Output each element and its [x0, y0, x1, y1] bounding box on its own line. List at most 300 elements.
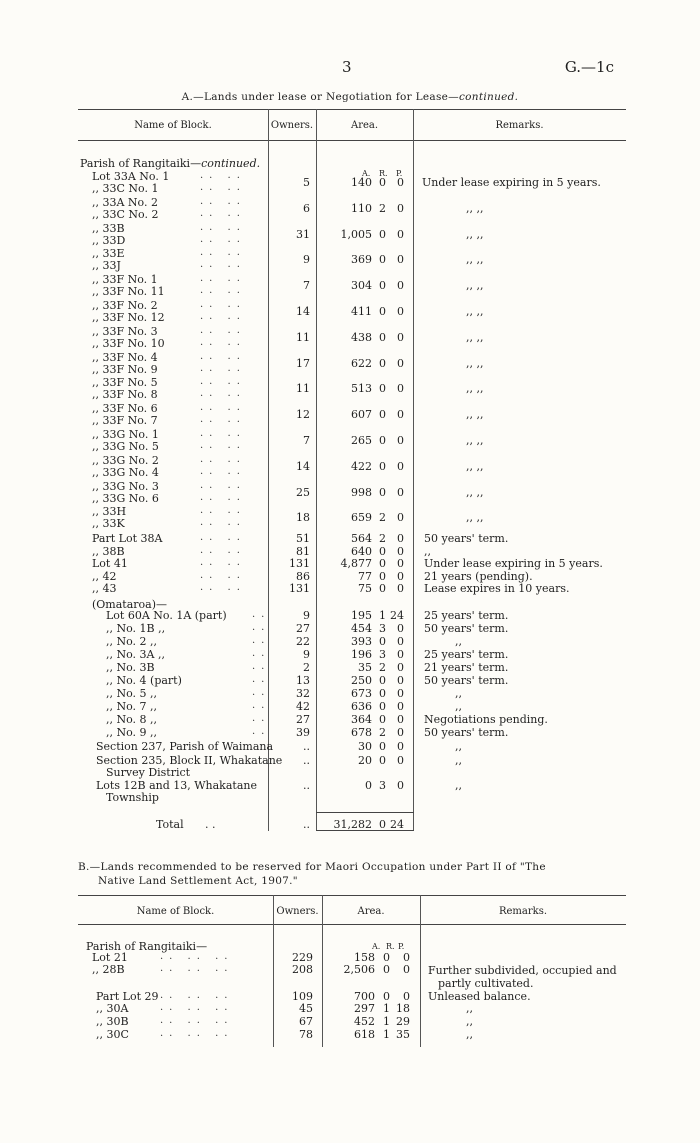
cell-block-name: ,, 33F No. 2	[92, 299, 158, 312]
leader-dots: ..	[252, 635, 271, 646]
cell-area-acres: 393	[351, 635, 372, 648]
cell-area-perches: 0	[403, 951, 410, 964]
cell-remark: 50 years' term.	[424, 674, 509, 687]
leader-dots: .. ..	[200, 453, 246, 465]
cell-block-name: ,, No. 3A ,,	[106, 648, 165, 661]
cell-block-name: ,, 33F No. 5	[92, 376, 158, 390]
cell-area-roods: 0	[379, 434, 386, 447]
page-number: 3	[342, 58, 352, 76]
cell-block-name: ,, 33G No. 5	[92, 440, 159, 453]
cell-block-name: ,, 30B	[96, 1015, 129, 1028]
cell-remark: 25 years' term.	[424, 648, 509, 661]
cell-block-name: ,, 33A No. 2	[92, 195, 158, 209]
leader-dots: .. ..	[200, 311, 246, 322]
cell-area-perches: 0	[397, 544, 404, 558]
cell-block-name: ,, 33F No. 3	[92, 324, 158, 338]
cell-area-roods: 0	[379, 356, 386, 370]
cell-owners: 32	[296, 687, 310, 700]
cell-remark: 25 years' term.	[424, 609, 509, 622]
cell-area-perches: 0	[397, 754, 404, 767]
leader-dots: .. ..	[200, 388, 246, 400]
total-rule	[316, 812, 414, 813]
cell-area-roods: 1	[383, 1002, 390, 1015]
cell-block-name: ,, 33J	[92, 259, 121, 273]
cell-area-roods: 0	[379, 408, 386, 422]
cell-area-perches: 0	[397, 557, 404, 571]
cell-owners: 45	[299, 1002, 313, 1015]
cell-block-name: ,, 33F No. 12	[92, 311, 165, 324]
cell-block-name: Lot 60A No. 1A (part)	[106, 609, 227, 622]
cell-area-roods: 0	[383, 990, 390, 1003]
cell-block-name: (Omataroa)—	[92, 598, 168, 611]
cell-area-acres: 30	[358, 740, 372, 753]
cell-area-roods: 0	[379, 700, 386, 713]
cell-area-perches: 0	[397, 511, 404, 525]
cell-remark: ,,	[466, 1028, 473, 1041]
table-a-top-rule	[78, 109, 626, 110]
cell-area-roods: 3	[379, 779, 386, 792]
cell-remark: 50 years' term.	[424, 622, 509, 635]
cell-block-name: ,, 33F No. 11	[92, 285, 165, 299]
cell-area-roods: 0	[379, 330, 386, 344]
leader-dots: .. ..	[200, 491, 246, 503]
cell-area-perches: 0	[397, 227, 404, 241]
cell-area-perches: 0	[397, 532, 404, 545]
cell-area-roods: 0	[379, 582, 386, 596]
cell-block-name: ,, 33F No. 10	[92, 336, 165, 350]
cell-remark: ,, ,,	[466, 279, 484, 293]
section-b-title: B.—Lands recommended to be reserved for Maori Occupation under Part II of "The Native Land Settlement Act, 1907."	[78, 861, 546, 887]
cell-area-roods: 0	[379, 569, 386, 583]
cell-area-acres: 369	[351, 253, 372, 267]
cell-block-name: ,, No. 2 ,,	[106, 635, 158, 648]
cell-area-perches: 0	[397, 713, 404, 726]
cell-area-roods: 0	[383, 963, 390, 976]
col-header-area: Area.	[350, 120, 379, 131]
cell-area-perches: 0	[397, 674, 404, 687]
leader-dots: ..	[252, 674, 271, 685]
cell-owners: 39	[296, 726, 310, 739]
cell-remark: 21 years' term.	[424, 661, 509, 674]
cell-owners: 11	[296, 382, 310, 396]
cell-owners: 131	[289, 582, 310, 596]
cell-remark: 50 years' term.	[424, 532, 509, 545]
cell-owners: 22	[296, 635, 310, 648]
cell-area-perches: 0	[397, 279, 404, 293]
cell-remark: Lease expires in 10 years.	[424, 582, 570, 596]
cell-area-acres: 297	[354, 1002, 375, 1015]
cell-block-name: ,, No. 5 ,,	[106, 687, 158, 700]
cell-remark: Under lease expiring in 5 years.	[424, 557, 603, 571]
cell-area-roods: 0	[379, 382, 386, 396]
cell-area-perches: 24	[390, 818, 404, 831]
cell-owners: 2	[303, 661, 310, 674]
cell-area-roods: 0	[383, 951, 390, 964]
cell-owners: 86	[296, 569, 310, 583]
cell-area-acres: 4,877	[340, 557, 372, 571]
cell-block-name: ,, No. 1B ,,	[106, 622, 166, 635]
cell-block-name: ,, 33F No. 4	[92, 350, 158, 364]
cell-owners: 27	[296, 622, 310, 635]
leader-dots: .. .. ..	[160, 990, 234, 1001]
cell-block-name: Lots 12B and 13, Whakatane	[96, 779, 257, 792]
leader-dots: ..	[252, 726, 271, 737]
cell-remark: ,, ,,	[466, 356, 484, 370]
cell-block-name: ,, No. 8 ,,	[106, 713, 158, 726]
cell-remark: Negotiations pending.	[424, 713, 548, 726]
cell-area-perches: 0	[397, 382, 404, 396]
cell-area-roods: 0	[379, 557, 386, 571]
leader-dots: .. ..	[200, 221, 246, 233]
cell-remark: ,, ,,	[466, 408, 484, 422]
cell-area-acres: 422	[351, 459, 372, 473]
table-b-col-divider	[420, 895, 421, 1047]
table-b-top-rule	[78, 895, 626, 896]
cell-remark: partly cultivated.	[438, 977, 534, 990]
cell-owners: 25	[296, 485, 310, 499]
cell-area-acres: 454	[351, 622, 372, 635]
leader-dots: .. ..	[200, 544, 246, 556]
cell-area-acres: 265	[351, 434, 372, 447]
col-header-name: Name of Block.	[134, 120, 212, 131]
cell-area-acres: 622	[351, 356, 372, 370]
leader-dots: .. ..	[200, 402, 246, 414]
cell-block-name: ,, 33K	[92, 517, 125, 531]
cell-area-acres: 0	[365, 779, 372, 792]
cell-area-roods: 0	[379, 544, 386, 558]
leader-dots: .. ..	[200, 569, 246, 581]
cell-owners: 51	[296, 532, 310, 545]
leader-dots: .. .. ..	[160, 1002, 234, 1013]
cell-area-roods: 0	[379, 754, 386, 767]
cell-area-perches: 0	[397, 700, 404, 713]
cell-remark: ,, ,,	[466, 511, 484, 525]
leader-dots: ..	[252, 661, 271, 672]
leader-dots: .. ..	[200, 440, 246, 451]
cell-block-name: ,, 42	[92, 569, 117, 583]
cell-area-acres: 364	[351, 713, 372, 726]
cell-remark: Under lease expiring in 5 years.	[422, 176, 601, 189]
cell-owners: 9	[303, 609, 310, 622]
cell-block-name: ,, 33D	[92, 233, 126, 247]
cell-area-roods: 0	[379, 305, 386, 318]
leader-dots: .. ..	[200, 465, 246, 477]
cell-owners: 14	[296, 459, 310, 473]
cell-block-name: ,, 33C No. 2	[92, 207, 159, 221]
total-label: Total	[156, 818, 184, 831]
cell-remark: ,, ,,	[466, 227, 484, 241]
cell-area-acres: 31,282	[333, 818, 372, 831]
col-header-remarks: Remarks.	[495, 120, 544, 131]
leader-dots: ..	[252, 609, 271, 620]
cell-area-roods: 0	[379, 253, 386, 267]
cell-area-perches: 0	[397, 635, 404, 648]
cell-area-acres: 678	[351, 726, 372, 739]
cell-owners: 11	[296, 330, 310, 344]
cell-area-roods: 3	[379, 622, 386, 635]
leader-dots: .. ..	[200, 259, 246, 271]
leader-dots: .. ..	[200, 582, 246, 594]
leader-dots: .. ..	[200, 233, 246, 245]
cell-block-name: ,, 33G No. 6	[92, 491, 159, 505]
cell-area-acres: 304	[351, 279, 372, 293]
cell-area-roods: 0	[379, 740, 386, 753]
cell-block-name: Survey District	[106, 766, 191, 779]
table-b-col-divider	[322, 895, 323, 1047]
cell-remark: ,, ,,	[466, 201, 484, 215]
cell-block-name: Section 237, Parish of Waimana	[96, 740, 274, 753]
area-unit-r: R.	[379, 169, 388, 178]
cell-block-name: ,, 33F No. 8	[92, 388, 158, 402]
cell-owners: 9	[303, 648, 310, 661]
area-unit-p: P.	[398, 942, 405, 951]
table-a-header-rule	[78, 140, 626, 141]
cell-area-perches: 0	[397, 201, 404, 215]
cell-area-perches: 0	[397, 485, 404, 499]
cell-area-perches: 0	[397, 408, 404, 422]
cell-block-name: ,, 33C No. 1	[92, 182, 159, 195]
leader-dots: .. .. ..	[160, 963, 234, 974]
cell-owners: 42	[296, 700, 310, 713]
cell-block-name: ,, 33B	[92, 221, 125, 235]
cell-area-roods: 2	[379, 726, 386, 739]
parish-heading: Parish of Rangitaiki—	[86, 940, 208, 953]
cell-block-name: ,, 43	[92, 582, 117, 596]
cell-block-name: ,, No. 4 (part)	[106, 674, 182, 687]
cell-area-roods: 3	[379, 648, 386, 661]
leader-dots: .. ..	[200, 182, 246, 193]
cell-block-name: Township	[106, 791, 159, 804]
cell-area-roods: 1	[379, 609, 386, 622]
cell-area-acres: 564	[351, 532, 372, 545]
cell-area-perches: 0	[397, 330, 404, 344]
cell-remark: Unleased balance.	[428, 990, 531, 1003]
cell-area-roods: 0	[379, 485, 386, 499]
cell-area-perches: 24	[390, 609, 404, 622]
leader-dots: .. ..	[200, 557, 246, 569]
cell-area-perches: 0	[397, 661, 404, 674]
cell-remark: 50 years' term.	[424, 726, 509, 739]
cell-area-perches: 0	[397, 740, 404, 753]
cell-area-acres: 700	[354, 990, 375, 1003]
cell-owners: 7	[303, 434, 310, 447]
cell-block-name: Lot 21	[92, 951, 128, 964]
cell-remark: ,,	[455, 700, 462, 713]
table-b-header-rule	[78, 924, 626, 925]
cell-owners: 109	[292, 990, 313, 1003]
cell-block-name: ,, 33F No. 7	[92, 414, 158, 428]
cell-area-acres: 158	[354, 951, 375, 964]
cell-area-perches: 0	[397, 622, 404, 635]
cell-area-perches: 29	[396, 1015, 410, 1028]
leader-dots: .. ..	[200, 247, 246, 259]
cell-remark: ,,	[455, 635, 462, 648]
cell-block-name: Part Lot 38A	[92, 532, 163, 545]
cell-area-acres: 140	[351, 176, 372, 189]
cell-area-roods: 2	[379, 532, 386, 545]
cell-area-perches: 0	[397, 434, 404, 447]
cell-block-name: ,, No. 3B	[106, 661, 155, 674]
cell-area-acres: 77	[358, 569, 372, 583]
cell-area-roods: 0	[379, 279, 386, 293]
cell-remark: ,, ,,	[466, 382, 484, 396]
col-header-name: Name of Block.	[136, 906, 215, 917]
cell-owners: 7	[303, 279, 310, 293]
table-a-col-divider	[316, 109, 317, 831]
cell-owners: 27	[296, 713, 310, 726]
leader-dots: .. ..	[200, 195, 246, 207]
cell-area-roods: 1	[383, 1028, 390, 1041]
cell-owners: ..	[303, 818, 310, 831]
cell-remark: ,, ,,	[466, 459, 484, 473]
cell-block-name: ,, 33G No. 3	[92, 479, 159, 493]
cell-area-acres: 2,506	[343, 963, 375, 976]
cell-area-perches: 35	[396, 1028, 410, 1041]
cell-remark: ,,	[455, 740, 462, 753]
cell-owners: 18	[296, 511, 310, 525]
leader-dots: .. ..	[200, 336, 246, 348]
col-header-area: Area.	[357, 906, 385, 917]
cell-area-roods: 0	[379, 818, 386, 831]
leader-dots: .. .. ..	[160, 1028, 234, 1039]
cell-area-roods: 0	[379, 713, 386, 726]
cell-area-acres: 998	[351, 485, 372, 499]
cell-area-acres: 75	[358, 582, 372, 596]
area-unit-r: R.	[386, 942, 395, 951]
leader-dots: ..	[252, 700, 271, 711]
cell-remark: ,, ,,	[466, 253, 484, 267]
cell-remark: ,,	[466, 1002, 473, 1015]
leader-dots: .. ..	[200, 324, 246, 336]
cell-area-acres: 250	[351, 674, 372, 687]
cell-remark: ,,	[455, 687, 462, 700]
cell-area-roods: 0	[379, 635, 386, 648]
area-unit-a: A.	[362, 169, 371, 178]
cell-area-acres: 659	[351, 511, 372, 525]
col-header-owners: Owners.	[276, 906, 319, 917]
col-header-remarks: Remarks.	[498, 906, 548, 917]
cell-area-perches: 0	[403, 963, 410, 976]
cell-remark: ,,	[424, 544, 431, 558]
cell-area-acres: 195	[351, 609, 372, 622]
cell-area-acres: 640	[351, 544, 372, 558]
cell-area-perches: 0	[403, 990, 410, 1003]
cell-owners: 14	[296, 305, 310, 318]
leader-dots: .. ..	[200, 207, 246, 219]
cell-owners: 31	[296, 227, 310, 241]
cell-block-name: ,, 33E	[92, 247, 125, 261]
cell-area-roods: 2	[379, 661, 386, 674]
cell-remark: ,, ,,	[466, 434, 484, 447]
cell-owners: 81	[296, 544, 310, 558]
cell-owners: 13	[296, 674, 310, 687]
cell-block-name: ,, 33G No. 4	[92, 465, 159, 479]
cell-owners: 208	[292, 963, 313, 976]
area-unit-a: A.	[372, 942, 381, 951]
cell-area-perches: 0	[397, 569, 404, 583]
cell-area-roods: 0	[379, 227, 386, 241]
cell-owners: 5	[303, 176, 310, 189]
cell-area-roods: 0	[379, 176, 386, 189]
leader-dots: .. ..	[200, 299, 246, 310]
cell-area-perches: 0	[397, 176, 404, 189]
leader-dots: .. ..	[200, 479, 246, 491]
cell-area-perches: 0	[397, 459, 404, 473]
cell-owners: 229	[292, 951, 313, 964]
cell-owners: ..	[303, 754, 310, 767]
cell-block-name: ,, 33G No. 2	[92, 453, 159, 467]
cell-block-name: ,, 33H	[92, 505, 127, 519]
leader-dots: .. ..	[200, 376, 246, 388]
cell-owners: 17	[296, 356, 310, 370]
leader-dots: .. ..	[200, 350, 246, 362]
cell-area-perches: 0	[397, 305, 404, 318]
leader-dots: ..	[252, 713, 271, 724]
cell-block-name: Section 235, Block II, Whakatane	[96, 754, 283, 767]
cell-owners: 131	[289, 557, 310, 571]
cell-remark: ,, ,,	[466, 330, 484, 344]
cell-area-acres: 438	[351, 330, 372, 344]
cell-area-perches: 0	[397, 253, 404, 267]
table-a-col-divider	[413, 109, 414, 831]
cell-area-acres: 636	[351, 700, 372, 713]
leader-dots: .. ..	[200, 532, 246, 543]
cell-owners: 6	[303, 201, 310, 215]
cell-owners: ..	[303, 779, 310, 792]
col-header-owners: Owners.	[270, 120, 314, 131]
cell-area-perches: 0	[397, 582, 404, 596]
section-a-title: A.—Lands under lease or Negotiation for Lease—continued.	[181, 91, 519, 103]
cell-area-perches: 0	[397, 648, 404, 661]
cell-block-name: Lot 41	[92, 557, 128, 571]
cell-owners: 12	[296, 408, 310, 422]
cell-remark: ,, ,,	[466, 485, 484, 499]
cell-block-name: ,, 33F No. 6	[92, 402, 158, 416]
cell-area-roods: 2	[379, 511, 386, 525]
leader-dots: .. ..	[200, 505, 246, 517]
leader-dots: .. ..	[200, 273, 246, 285]
cell-area-acres: 452	[354, 1015, 375, 1028]
cell-owners: 67	[299, 1015, 313, 1028]
cell-area-perches: 0	[397, 687, 404, 700]
cell-block-name: Part Lot 29	[96, 990, 159, 1003]
leader-dots: ..	[252, 648, 271, 659]
cell-owners: 78	[299, 1028, 313, 1041]
cell-area-acres: 411	[351, 305, 372, 318]
cell-area-roods: 0	[379, 459, 386, 473]
cell-area-perches: 0	[397, 779, 404, 792]
cell-remark: ,,	[455, 779, 462, 792]
cell-block-name: ,, 33F No. 1	[92, 273, 158, 287]
cell-area-acres: 513	[351, 382, 372, 396]
total-dots: . .	[205, 818, 216, 831]
leader-dots: ..	[252, 687, 271, 698]
cell-remark: Further subdivided, occupied and	[428, 964, 617, 977]
cell-area-acres: 618	[354, 1028, 375, 1041]
cell-area-acres: 35	[358, 661, 372, 674]
cell-area-acres: 1,005	[340, 227, 372, 241]
document-reference: G.—1c	[564, 58, 614, 76]
cell-owners: ..	[303, 740, 310, 753]
cell-block-name: Lot 33A No. 1	[92, 170, 170, 183]
cell-area-acres: 607	[351, 408, 372, 422]
parish-heading: Parish of Rangitaiki—continued.	[80, 157, 261, 170]
leader-dots: .. ..	[200, 285, 246, 297]
leader-dots: .. ..	[200, 517, 246, 529]
leader-dots: .. ..	[200, 362, 246, 374]
area-unit-p: P.	[396, 169, 403, 178]
cell-remark: ,,	[455, 754, 462, 767]
